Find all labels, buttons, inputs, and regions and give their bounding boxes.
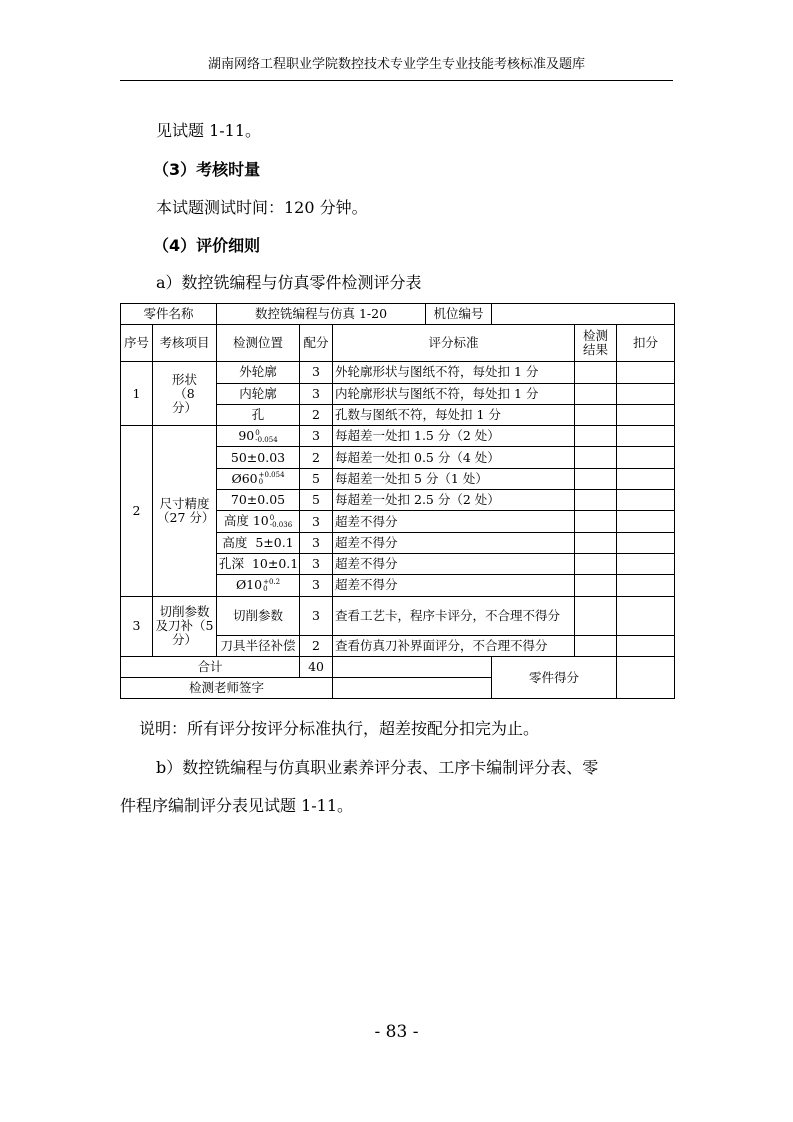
standard-cell: 超差不得分 xyxy=(333,532,575,553)
position-cell xyxy=(217,575,300,596)
standard-cell: 查看仿真刀补界面评分，不合理不得分 xyxy=(333,635,575,656)
deduct-cell[interactable] xyxy=(617,447,675,468)
position-cell xyxy=(217,511,300,532)
standard-cell: 查看工艺卡，程序卡评分，不合理不得分 xyxy=(333,596,575,635)
part-name-label: 零件名称 xyxy=(121,304,217,325)
header-score: 配分 xyxy=(300,325,333,362)
heading-duration: （3）考核时量 xyxy=(153,160,261,179)
total-value: 40 xyxy=(300,656,333,677)
score-cell: 2 xyxy=(300,635,333,656)
header-rule xyxy=(120,80,673,81)
part-score-value[interactable] xyxy=(617,656,675,699)
standard-cell: 内轮廓形状与图纸不符，每处扣 1 分 xyxy=(333,383,575,404)
score-cell: 2 xyxy=(300,447,333,468)
score-cell: 3 xyxy=(300,553,333,574)
header-result: 检测结果 xyxy=(575,325,617,362)
total-label: 合计 xyxy=(121,656,300,677)
result-cell[interactable] xyxy=(575,553,617,574)
score-cell: 5 xyxy=(300,468,333,489)
part-name-value: 数控铣编程与仿真 1-20 xyxy=(217,304,426,325)
result-cell[interactable] xyxy=(575,404,617,425)
standard-cell: 外轮廓形状与图纸不符，每处扣 1 分 xyxy=(333,362,575,383)
result-cell[interactable] xyxy=(575,596,617,635)
deduct-cell[interactable] xyxy=(617,511,675,532)
header-item: 考核项目 xyxy=(153,325,217,362)
table-row xyxy=(121,362,675,383)
score-cell: 3 xyxy=(300,362,333,383)
dimension-value: Ø60 xyxy=(231,470,258,486)
position-cell: 孔深 10±0.1 xyxy=(217,553,300,574)
standard-cell: 孔数与图纸不符，每处扣 1 分 xyxy=(333,404,575,425)
table-caption: a）数控铣编程与仿真零件检测评分表 xyxy=(156,273,422,292)
score-cell: 3 xyxy=(300,426,333,447)
station-value xyxy=(492,304,675,325)
position-cell: 刀具半径补偿 xyxy=(217,635,300,656)
result-cell[interactable] xyxy=(575,468,617,489)
item-cell: 切削参数及刀补（5 分） xyxy=(153,596,217,656)
para-b-line1: b）数控铣编程与仿真职业素养评分表、工序卡编制评分表、零 xyxy=(156,758,599,777)
deduct-cell[interactable] xyxy=(617,404,675,425)
table-row xyxy=(121,426,675,447)
position-cell: 70±0.05 xyxy=(217,490,300,511)
dimension-value: 高度 10 xyxy=(223,513,269,529)
tolerance-lower: -0.054 xyxy=(255,435,278,444)
tolerance-upper: 0 xyxy=(255,428,260,437)
ref-line: 见试题 1-11。 xyxy=(156,121,262,140)
standard-cell: 超差不得分 xyxy=(333,575,575,596)
tolerance-lower: 0 xyxy=(258,478,264,487)
deduct-cell[interactable] xyxy=(617,553,675,574)
result-cell[interactable] xyxy=(575,383,617,404)
duration-line: 本试题测试时间：120 分钟。 xyxy=(156,198,368,217)
result-cell[interactable] xyxy=(575,635,617,656)
result-cell[interactable] xyxy=(575,575,617,596)
tolerance xyxy=(255,430,277,444)
seq-cell: 1 xyxy=(121,362,153,426)
header-deduct: 扣分 xyxy=(617,325,675,362)
tolerance xyxy=(259,472,285,486)
inspector-label: 检测老师签字 xyxy=(121,678,333,699)
result-cell[interactable] xyxy=(575,447,617,468)
standard-cell: 每超差一处扣 5 分（1 处） xyxy=(333,468,575,489)
deduct-cell[interactable] xyxy=(617,635,675,656)
inspector-signature[interactable] xyxy=(333,678,492,699)
score-cell: 3 xyxy=(300,596,333,635)
deduct-cell[interactable] xyxy=(617,426,675,447)
score-cell: 3 xyxy=(300,575,333,596)
standard-cell: 超差不得分 xyxy=(333,553,575,574)
deduct-cell[interactable] xyxy=(617,383,675,404)
total-blank xyxy=(333,656,492,677)
score-cell: 3 xyxy=(300,532,333,553)
deduct-cell[interactable] xyxy=(617,575,675,596)
table-row xyxy=(121,596,675,635)
position-cell: 孔 xyxy=(217,404,300,425)
dimension-value: 90 xyxy=(238,428,255,444)
result-cell[interactable] xyxy=(575,490,617,511)
para-b-line2: 件程序编制评分表见试题 1-11。 xyxy=(120,796,354,815)
score-cell: 3 xyxy=(300,511,333,532)
result-cell[interactable] xyxy=(575,362,617,383)
deduct-cell[interactable] xyxy=(617,468,675,489)
deduct-cell[interactable] xyxy=(617,532,675,553)
deduct-cell[interactable] xyxy=(617,362,675,383)
seq-cell: 2 xyxy=(121,426,153,596)
page-number: - 83 - xyxy=(374,1022,419,1042)
dimension-value: Ø10 xyxy=(235,577,263,593)
item-cell: 尺寸精度（27 分） xyxy=(153,426,217,596)
result-cell[interactable] xyxy=(575,426,617,447)
header-standard: 评分标准 xyxy=(333,325,575,362)
header-position: 检测位置 xyxy=(217,325,300,362)
standard-cell: 超差不得分 xyxy=(333,511,575,532)
score-cell: 5 xyxy=(300,490,333,511)
tolerance xyxy=(270,515,292,529)
station-label: 机位编号 xyxy=(426,304,492,325)
score-cell: 2 xyxy=(300,404,333,425)
seq-cell: 3 xyxy=(121,596,153,656)
result-cell[interactable] xyxy=(575,511,617,532)
tolerance-lower: 0 xyxy=(263,584,268,593)
running-header: 湖南网络工程职业学院数控技术专业学生专业技能考核标准及题库 xyxy=(207,57,585,72)
deduct-cell[interactable] xyxy=(617,490,675,511)
position-cell xyxy=(217,426,300,447)
tolerance-upper: 0 xyxy=(269,513,275,522)
position-cell: 50±0.03 xyxy=(217,447,300,468)
header-seq: 序号 xyxy=(121,325,153,362)
note: 说明：所有评分按评分标准执行，超差按配分扣完为止。 xyxy=(139,719,540,738)
standard-cell: 每超差一处扣 1.5 分（2 处） xyxy=(333,426,575,447)
position-cell: 高度 5±0.1 xyxy=(217,532,300,553)
position-cell: 内轮廓 xyxy=(217,383,300,404)
item-cell: 形状（8 分） xyxy=(153,362,217,426)
tolerance-upper: +0.2 xyxy=(263,577,281,586)
deduct-cell[interactable] xyxy=(617,596,675,635)
position-cell xyxy=(217,468,300,489)
score-table xyxy=(120,303,675,699)
tolerance xyxy=(263,579,280,593)
position-cell: 外轮廓 xyxy=(217,362,300,383)
standard-cell: 每超差一处扣 2.5 分（2 处） xyxy=(333,490,575,511)
position-cell: 切削参数 xyxy=(217,596,300,635)
result-cell[interactable] xyxy=(575,532,617,553)
heading-evaluation: （4）评价细则 xyxy=(153,236,261,255)
score-cell: 3 xyxy=(300,383,333,404)
tolerance-upper: +0.054 xyxy=(258,471,285,480)
tolerance-lower: -0.036 xyxy=(269,520,293,529)
standard-cell: 每超差一处扣 0.5 分（4 处） xyxy=(333,447,575,468)
part-score-label: 零件得分 xyxy=(492,656,617,699)
